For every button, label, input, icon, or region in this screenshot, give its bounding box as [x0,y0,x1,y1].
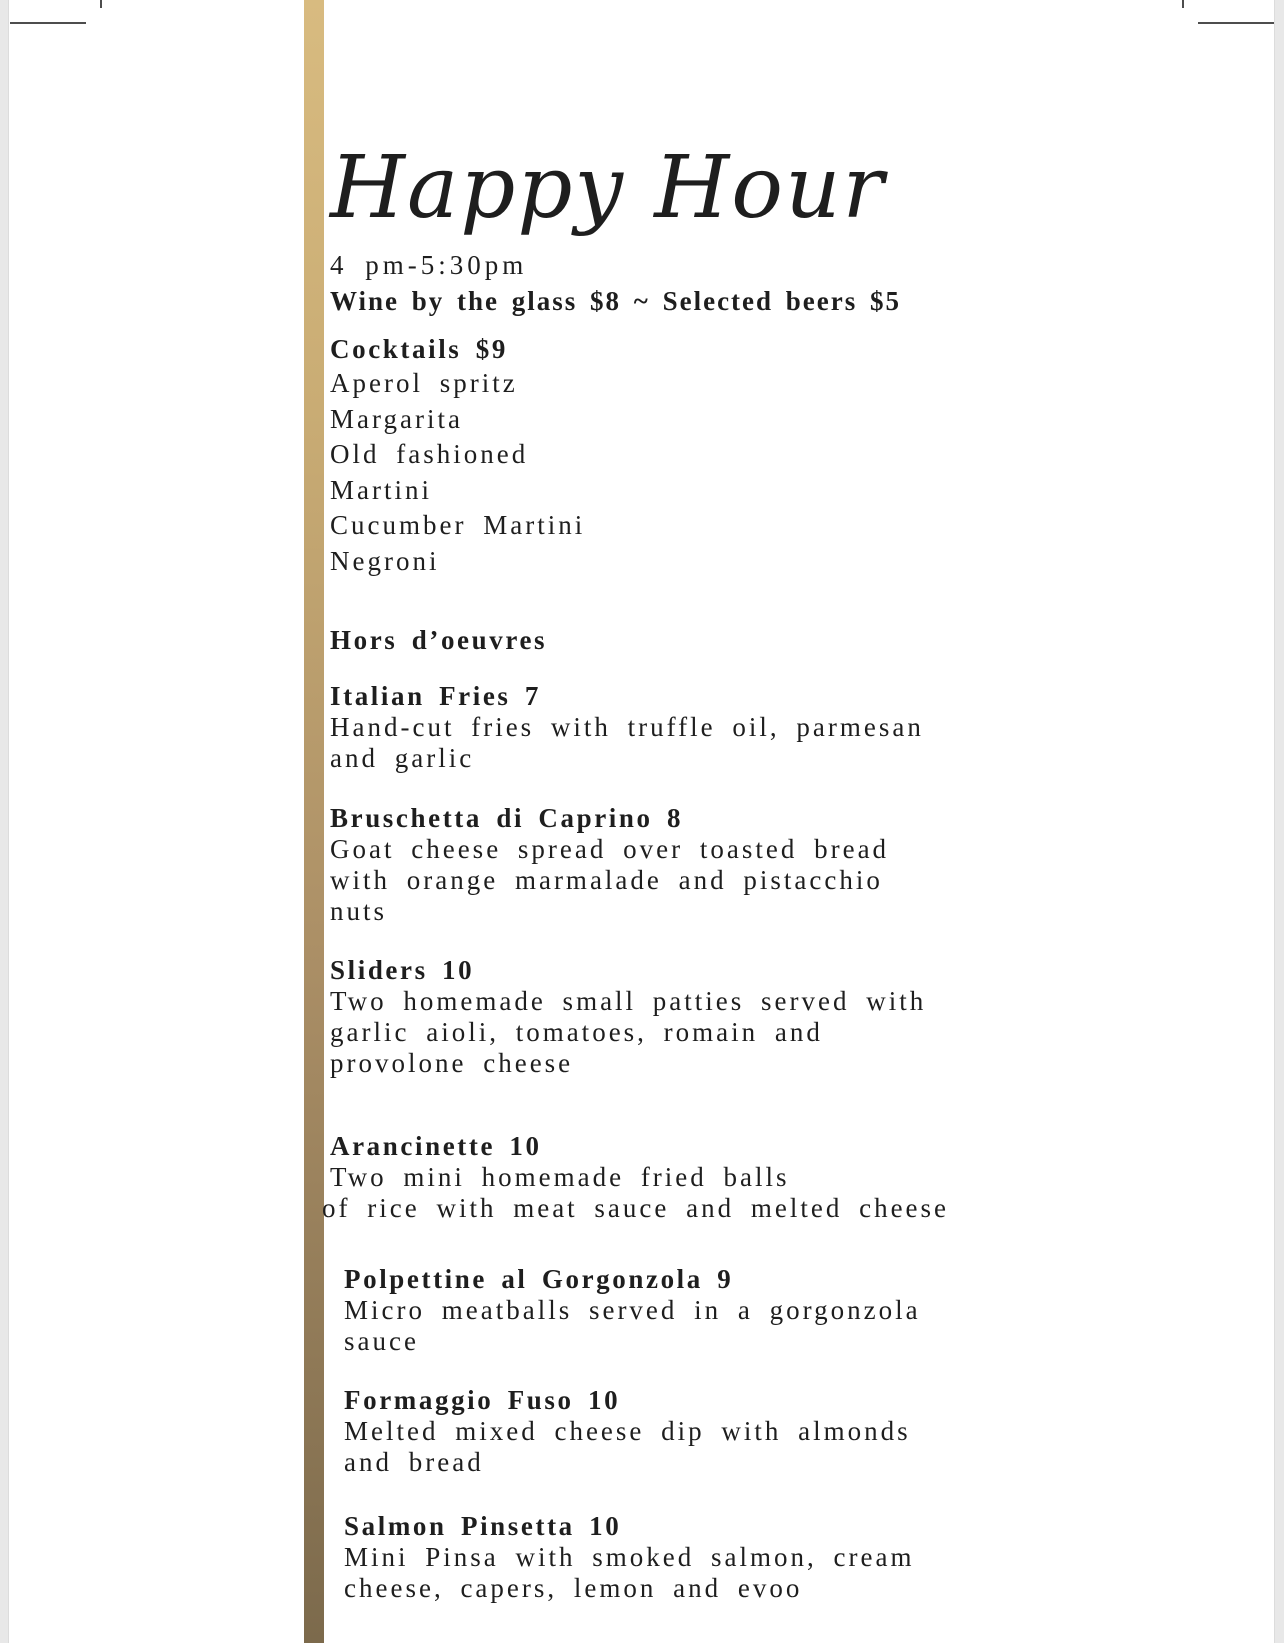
crop-mark-top-left-vertical [100,0,102,8]
menu-item-description-line: and garlic [330,743,475,773]
hors-doeuvres-heading: Hors d’oeuvres [330,625,548,655]
menu-item-name: Arancinette 10 [330,1131,542,1161]
menu-item [330,1511,1240,1604]
dishes-list [322,681,1240,1604]
crop-mark-top-right-horizontal [1198,22,1274,24]
gold-accent-bar [304,0,324,1643]
cocktail-item: Martini [330,474,432,505]
menu-item-name: Salmon Pinsetta 10 [344,1511,622,1541]
happy-hour-times: 4 pm-5:30pm [330,250,528,280]
cocktail-item: Old fashioned [330,439,529,469]
crop-mark-top-right-vertical [1182,0,1184,8]
menu-item-description-line: Hand-cut fries with truffle oil, parmesan [330,712,924,742]
menu-item-description-line: Micro meatballs served in a gorgonzola [344,1295,921,1325]
menu-item-name: Polpettine al Gorgonzola 9 [344,1264,734,1294]
menu-item-description-line: Two homemade small patties served with [330,986,927,1016]
viewer-gutter-right [1274,0,1284,1643]
menu-item-name: Formaggio Fuso 10 [344,1385,621,1415]
cocktail-list [330,366,1240,579]
cocktail-item: Margarita [330,403,463,434]
menu-item [322,1131,1240,1224]
viewer-gutter-left [0,0,9,1643]
menu-item [330,1264,1240,1357]
menu-item-description-line: Goat cheese spread over toasted bread [330,834,890,864]
menu-item-name: Italian Fries 7 [330,681,541,711]
menu-item [330,1385,1240,1478]
menu-item-description-line: of rice with meat sauce and melted cheese [322,1193,950,1223]
menu-item-description-line: and bread [344,1447,484,1477]
menu-item-description-line: provolone cheese [330,1048,574,1078]
menu-item-description-line: Mini Pinsa with smoked salmon, cream [344,1542,915,1572]
menu-item-name: Sliders 10 [330,955,475,985]
cocktail-item: Cucumber Martini [330,510,586,540]
menu-item [330,681,1240,774]
menu-item-description-line: nuts [330,896,388,926]
menu-item-description-line: Two mini homemade fried balls [330,1162,790,1192]
cocktails-heading: Cocktails $9 [330,334,508,364]
cocktail-item: Negroni [330,545,440,576]
menu-item-description-line: sauce [344,1326,419,1356]
crop-mark-top-left-horizontal [10,22,86,24]
menu-item-description-line: cheese, capers, lemon and evoo [344,1573,803,1603]
menu-item-description-line: with orange marmalade and pistacchio [330,865,883,895]
menu-page [322,138,1240,1604]
menu-item-description-line: garlic aioli, tomatoes, romain and [330,1017,823,1047]
menu-title: Happy Hour [330,138,886,238]
cocktail-item: Aperol spritz [330,368,518,398]
menu-item-name: Bruschetta di Caprino 8 [330,803,684,833]
menu-item [330,803,1240,927]
drink-specials-line: Wine by the glass $8 ~ Selected beers $5 [330,286,902,316]
menu-item-description-line: Melted mixed cheese dip with almonds [344,1416,911,1446]
menu-item [330,955,1240,1079]
